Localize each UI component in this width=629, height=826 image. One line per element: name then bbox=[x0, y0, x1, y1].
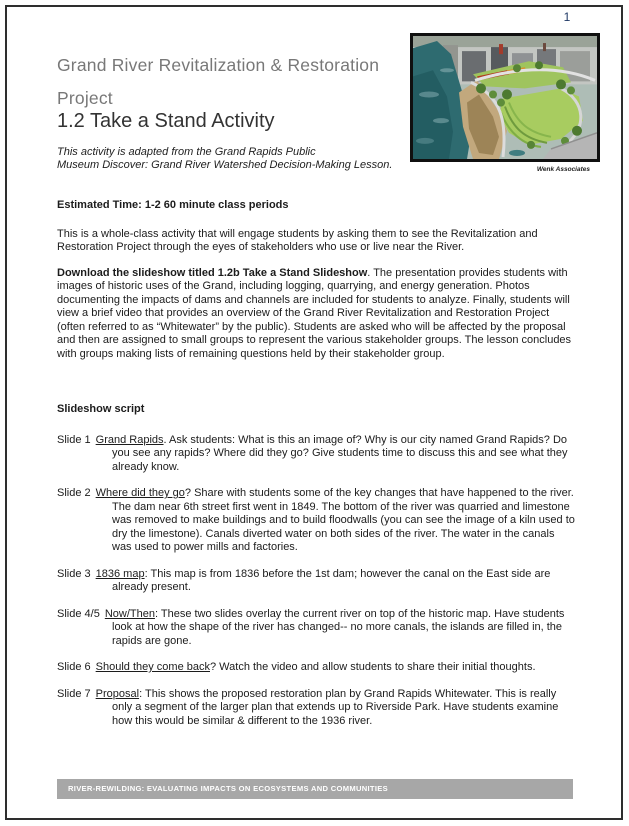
slide-4-5-text: : These two slides overlay the current river on top of the historic map. Have students look at how the shape of the river has changed-- no more canals, the islands are filled in, the rapids are gone. bbox=[112, 607, 565, 647]
adaptation-note-line1: This activity is adapted from the Grand Rapids Public bbox=[57, 146, 316, 158]
document-body bbox=[57, 199, 576, 728]
slide-2-title: Where did they go bbox=[95, 487, 185, 499]
slideshow-script-heading: Slideshow script bbox=[57, 403, 145, 415]
slide-item-3 bbox=[57, 568, 576, 595]
river-park-rendering-illustration bbox=[413, 36, 597, 159]
slide-1-label: Slide 1 bbox=[57, 433, 91, 446]
page-number: 1 bbox=[563, 10, 571, 24]
slide-item-1 bbox=[57, 434, 576, 475]
slide-6-title: Should they come back bbox=[95, 661, 210, 673]
slide-item-7 bbox=[57, 688, 576, 729]
slide-1-title: Grand Rapids bbox=[95, 433, 164, 446]
slide-3-title: 1836 map bbox=[95, 567, 145, 580]
slide-item-4-5 bbox=[57, 608, 576, 649]
slide-1-text: . Ask students: What is this an image of? Why is our city named Grand Rapids? Do you see any rapids? Where did they go? Give students time to discuss this and see what they already know. bbox=[112, 433, 568, 473]
estimated-time-line: Estimated Time: 1-2 60 minute class periods bbox=[57, 199, 289, 211]
slide-4-5-label: Slide 4/5 bbox=[57, 607, 100, 620]
slide-6-label: Slide 6 bbox=[57, 661, 91, 673]
figure-credit: Wenk Associates bbox=[536, 166, 590, 173]
river-rendering-image bbox=[410, 33, 600, 162]
slide-item-2 bbox=[57, 487, 576, 555]
footer-banner: RIVER-REWILDING: EVALUATING IMPACTS ON ECOSYSTEMS AND COMMUNITIES bbox=[57, 779, 573, 799]
slide-7-text: : This shows the proposed restoration plan by Grand Rapids Whitewater. This is really only a segment of the larger plan that extends up to Riverside Park. Have students examine how this would be similar & different to the 1936 river. bbox=[112, 687, 559, 727]
slide-3-label: Slide 3 bbox=[57, 567, 91, 580]
download-paragraph bbox=[57, 267, 576, 362]
adaptation-note-line2: Museum Discover: Grand River Watershed Decision-Making Lesson. bbox=[57, 159, 393, 171]
slide-4-5-title: Now/Then bbox=[104, 607, 155, 620]
intro-paragraph: This is a whole-class activity that will engage students by asking them to see the Revitalization and Restoration Project through the eyes of stakeholders who use or live near the River. bbox=[57, 227, 538, 253]
slide-2-label: Slide 2 bbox=[57, 487, 91, 499]
slide-item-6 bbox=[57, 661, 576, 675]
slide-2-text: ? Share with students some of the key changes that have happened to the river. The dam near 6th street first went in 1849. The bottom of the river was quarried and limestone was removed to make buildings and to build floodwalls (you can see the image of a kiln used to dry the limestone). Canals diverted water on both sides of the river. The water in the canals was used to power mills and factories. bbox=[112, 487, 575, 553]
slideshow-script-list bbox=[57, 434, 576, 729]
document-title: Grand River Revitalization & Restoration Project bbox=[57, 55, 380, 108]
download-paragraph-rest: . The presentation provides students with images of historic uses of the Grand, including logging, quarrying, and energy generation. Photos documenting the impacts of dams and channels are included for students to analyze. Finally, students will view a brief video that provides an overview of the Grand River Revitalization and Restoration Project (often referred to as “Whitewater” by the public). Students are asked who will be affected by the proposal and then are assigned to small groups to represent the various stakeholder groups. The lesson concludes with groups making lists of remaining questions held by their stakeholder group. bbox=[57, 266, 572, 360]
download-bold-lead: Download the slideshow titled 1.2b Take a Stand Slideshow bbox=[57, 266, 368, 279]
slide-7-label: Slide 7 bbox=[57, 687, 91, 700]
activity-heading: 1.2 Take a Stand Activity bbox=[57, 110, 275, 132]
slide-7-title: Proposal bbox=[95, 687, 140, 700]
slide-6-text: ? Watch the video and allow students to share their initial thoughts. bbox=[210, 661, 536, 673]
slide-3-text: : This map is from 1836 before the 1st dam; however the canal on the East side are already present. bbox=[112, 567, 551, 593]
